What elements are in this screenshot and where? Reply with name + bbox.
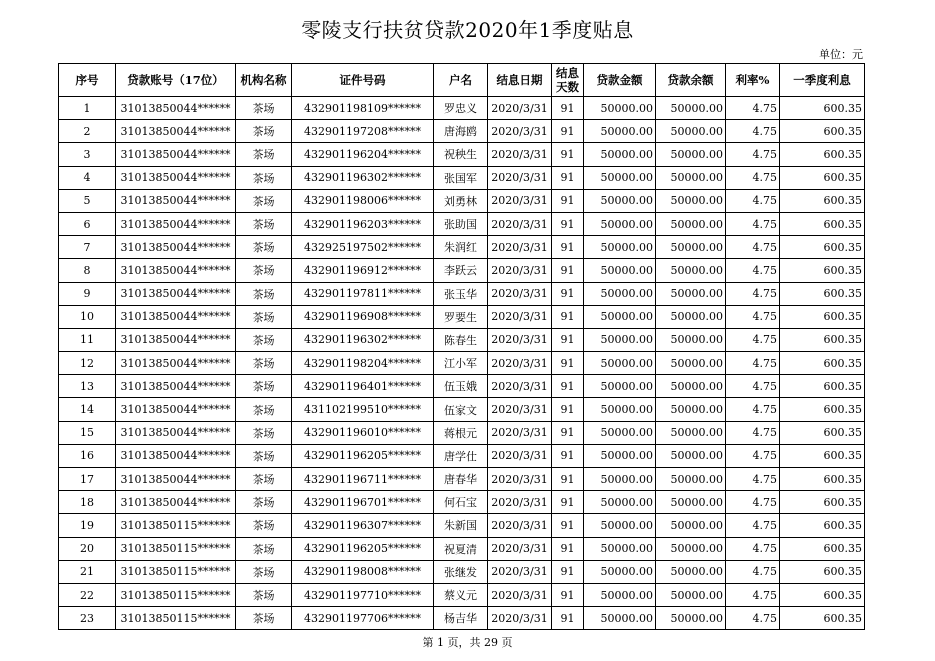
col-header-loan-amount: 贷款金额 [584, 64, 656, 97]
cell-index: 5 [59, 189, 116, 212]
cell-loan-balance: 50000.00 [656, 120, 726, 143]
cell-account: 31013850044****** [116, 143, 236, 166]
cell-account: 31013850044****** [116, 305, 236, 328]
cell-name: 蔡义元 [434, 583, 488, 606]
cell-id-number: 432901197710****** [292, 583, 434, 606]
cell-loan-balance: 50000.00 [656, 514, 726, 537]
cell-id-number: 432901196307****** [292, 514, 434, 537]
cell-q1-interest: 600.35 [780, 398, 865, 421]
cell-id-number: 432901198006****** [292, 189, 434, 212]
cell-settle-date: 2020/3/31 [488, 236, 552, 259]
cell-account: 31013850044****** [116, 259, 236, 282]
cell-loan-amount: 50000.00 [584, 259, 656, 282]
cell-settle-days: 91 [552, 236, 584, 259]
cell-settle-days: 91 [552, 120, 584, 143]
cell-rate: 4.75 [726, 352, 780, 375]
cell-name: 伍玉娥 [434, 375, 488, 398]
cell-settle-days: 91 [552, 607, 584, 630]
cell-branch: 茶场 [236, 491, 292, 514]
cell-index: 4 [59, 166, 116, 189]
cell-branch: 茶场 [236, 189, 292, 212]
table-row [59, 120, 865, 143]
cell-settle-days: 91 [552, 212, 584, 235]
table-row [59, 607, 865, 630]
cell-settle-date: 2020/3/31 [488, 259, 552, 282]
table-row [59, 212, 865, 235]
cell-branch: 茶场 [236, 537, 292, 560]
table-row [59, 305, 865, 328]
cell-loan-balance: 50000.00 [656, 166, 726, 189]
cell-loan-balance: 50000.00 [656, 583, 726, 606]
cell-settle-date: 2020/3/31 [488, 444, 552, 467]
cell-name: 何石宝 [434, 491, 488, 514]
cell-name: 张玉华 [434, 282, 488, 305]
cell-rate: 4.75 [726, 328, 780, 351]
cell-settle-date: 2020/3/31 [488, 189, 552, 212]
cell-loan-balance: 50000.00 [656, 143, 726, 166]
cell-account: 31013850115****** [116, 607, 236, 630]
cell-settle-days: 91 [552, 328, 584, 351]
cell-name: 罗忠义 [434, 97, 488, 120]
cell-loan-balance: 50000.00 [656, 282, 726, 305]
cell-account: 31013850044****** [116, 352, 236, 375]
cell-settle-days: 91 [552, 189, 584, 212]
cell-loan-amount: 50000.00 [584, 421, 656, 444]
cell-index: 20 [59, 537, 116, 560]
table-row [59, 259, 865, 282]
cell-rate: 4.75 [726, 305, 780, 328]
cell-id-number: 432901198109****** [292, 97, 434, 120]
table-row [59, 560, 865, 583]
cell-branch: 茶场 [236, 143, 292, 166]
cell-rate: 4.75 [726, 583, 780, 606]
cell-id-number: 432901196204****** [292, 143, 434, 166]
cell-settle-days: 91 [552, 305, 584, 328]
cell-settle-days: 91 [552, 398, 584, 421]
cell-name: 张继发 [434, 560, 488, 583]
cell-id-number: 432901196205****** [292, 537, 434, 560]
cell-account: 31013850115****** [116, 560, 236, 583]
cell-id-number: 432901197706****** [292, 607, 434, 630]
cell-name: 张国军 [434, 166, 488, 189]
cell-rate: 4.75 [726, 607, 780, 630]
cell-id-number: 432901196701****** [292, 491, 434, 514]
cell-rate: 4.75 [726, 375, 780, 398]
cell-rate: 4.75 [726, 491, 780, 514]
cell-q1-interest: 600.35 [780, 328, 865, 351]
cell-rate: 4.75 [726, 514, 780, 537]
cell-settle-date: 2020/3/31 [488, 398, 552, 421]
cell-name: 唐春华 [434, 468, 488, 491]
cell-loan-amount: 50000.00 [584, 537, 656, 560]
cell-loan-balance: 50000.00 [656, 444, 726, 467]
cell-id-number: 432901196203****** [292, 212, 434, 235]
cell-settle-days: 91 [552, 282, 584, 305]
cell-loan-amount: 50000.00 [584, 375, 656, 398]
cell-rate: 4.75 [726, 189, 780, 212]
cell-branch: 茶场 [236, 352, 292, 375]
cell-branch: 茶场 [236, 120, 292, 143]
cell-branch: 茶场 [236, 468, 292, 491]
cell-q1-interest: 600.35 [780, 305, 865, 328]
cell-loan-amount: 50000.00 [584, 166, 656, 189]
cell-settle-date: 2020/3/31 [488, 514, 552, 537]
cell-q1-interest: 600.35 [780, 514, 865, 537]
table-row [59, 375, 865, 398]
cell-loan-balance: 50000.00 [656, 97, 726, 120]
cell-id-number: 432901196302****** [292, 328, 434, 351]
cell-rate: 4.75 [726, 282, 780, 305]
cell-name: 唐学仕 [434, 444, 488, 467]
cell-index: 23 [59, 607, 116, 630]
cell-index: 21 [59, 560, 116, 583]
cell-loan-balance: 50000.00 [656, 212, 726, 235]
cell-name: 祝秧生 [434, 143, 488, 166]
cell-id-number: 432901196912****** [292, 259, 434, 282]
cell-account: 31013850115****** [116, 583, 236, 606]
cell-settle-days: 91 [552, 444, 584, 467]
cell-q1-interest: 600.35 [780, 375, 865, 398]
cell-settle-days: 91 [552, 560, 584, 583]
cell-branch: 茶场 [236, 607, 292, 630]
cell-loan-balance: 50000.00 [656, 421, 726, 444]
cell-branch: 茶场 [236, 444, 292, 467]
col-header-settle-date: 结息日期 [488, 64, 552, 97]
cell-settle-date: 2020/3/31 [488, 212, 552, 235]
cell-settle-date: 2020/3/31 [488, 352, 552, 375]
cell-settle-date: 2020/3/31 [488, 305, 552, 328]
cell-branch: 茶场 [236, 328, 292, 351]
table-row [59, 491, 865, 514]
cell-q1-interest: 600.35 [780, 236, 865, 259]
cell-loan-amount: 50000.00 [584, 282, 656, 305]
cell-account: 31013850115****** [116, 514, 236, 537]
cell-loan-amount: 50000.00 [584, 120, 656, 143]
cell-loan-amount: 50000.00 [584, 189, 656, 212]
table-row [59, 537, 865, 560]
cell-loan-amount: 50000.00 [584, 352, 656, 375]
cell-loan-amount: 50000.00 [584, 236, 656, 259]
cell-account: 31013850044****** [116, 236, 236, 259]
cell-index: 22 [59, 583, 116, 606]
col-header-index: 序号 [59, 64, 116, 97]
cell-account: 31013850044****** [116, 444, 236, 467]
cell-branch: 茶场 [236, 282, 292, 305]
cell-account: 31013850044****** [116, 120, 236, 143]
cell-rate: 4.75 [726, 537, 780, 560]
cell-account: 31013850044****** [116, 166, 236, 189]
col-header-rate: 利率% [726, 64, 780, 97]
cell-settle-days: 91 [552, 421, 584, 444]
cell-index: 7 [59, 236, 116, 259]
cell-q1-interest: 600.35 [780, 282, 865, 305]
cell-settle-date: 2020/3/31 [488, 421, 552, 444]
cell-branch: 茶场 [236, 166, 292, 189]
cell-name: 刘勇林 [434, 189, 488, 212]
cell-settle-days: 91 [552, 352, 584, 375]
cell-loan-amount: 50000.00 [584, 328, 656, 351]
cell-q1-interest: 600.35 [780, 97, 865, 120]
cell-index: 13 [59, 375, 116, 398]
cell-name: 唐海鸥 [434, 120, 488, 143]
cell-settle-date: 2020/3/31 [488, 583, 552, 606]
cell-id-number: 432901196908****** [292, 305, 434, 328]
cell-branch: 茶场 [236, 375, 292, 398]
cell-settle-date: 2020/3/31 [488, 97, 552, 120]
cell-index: 10 [59, 305, 116, 328]
cell-name: 陈春生 [434, 328, 488, 351]
cell-q1-interest: 600.35 [780, 560, 865, 583]
cell-loan-balance: 50000.00 [656, 328, 726, 351]
cell-id-number: 432901197811****** [292, 282, 434, 305]
cell-rate: 4.75 [726, 97, 780, 120]
cell-branch: 茶场 [236, 421, 292, 444]
cell-account: 31013850044****** [116, 212, 236, 235]
cell-branch: 茶场 [236, 583, 292, 606]
cell-loan-amount: 50000.00 [584, 444, 656, 467]
cell-index: 3 [59, 143, 116, 166]
cell-id-number: 432901198008****** [292, 560, 434, 583]
cell-q1-interest: 600.35 [780, 491, 865, 514]
cell-name: 祝夏清 [434, 537, 488, 560]
cell-account: 31013850115****** [116, 537, 236, 560]
cell-rate: 4.75 [726, 259, 780, 282]
cell-index: 17 [59, 468, 116, 491]
cell-rate: 4.75 [726, 120, 780, 143]
cell-loan-amount: 50000.00 [584, 398, 656, 421]
cell-account: 31013850044****** [116, 468, 236, 491]
cell-index: 12 [59, 352, 116, 375]
cell-q1-interest: 600.35 [780, 583, 865, 606]
cell-settle-days: 91 [552, 259, 584, 282]
cell-loan-balance: 50000.00 [656, 398, 726, 421]
col-header-account: 贷款账号（17位） [116, 64, 236, 97]
table-row [59, 352, 865, 375]
cell-settle-date: 2020/3/31 [488, 607, 552, 630]
cell-account: 31013850044****** [116, 375, 236, 398]
cell-loan-balance: 50000.00 [656, 607, 726, 630]
cell-index: 2 [59, 120, 116, 143]
cell-id-number: 432901196010****** [292, 421, 434, 444]
cell-id-number: 432901196401****** [292, 375, 434, 398]
cell-id-number: 432901196711****** [292, 468, 434, 491]
cell-index: 16 [59, 444, 116, 467]
table-row [59, 189, 865, 212]
cell-settle-days: 91 [552, 583, 584, 606]
cell-q1-interest: 600.35 [780, 444, 865, 467]
loan-table [58, 63, 865, 630]
cell-account: 31013850044****** [116, 97, 236, 120]
cell-q1-interest: 600.35 [780, 212, 865, 235]
cell-q1-interest: 600.35 [780, 143, 865, 166]
table-row [59, 166, 865, 189]
cell-index: 15 [59, 421, 116, 444]
col-header-id-number: 证件号码 [292, 64, 434, 97]
cell-account: 31013850044****** [116, 421, 236, 444]
cell-q1-interest: 600.35 [780, 607, 865, 630]
table-row [59, 444, 865, 467]
table-row [59, 421, 865, 444]
cell-settle-days: 91 [552, 97, 584, 120]
cell-loan-amount: 50000.00 [584, 97, 656, 120]
cell-index: 14 [59, 398, 116, 421]
table-row [59, 514, 865, 537]
cell-index: 11 [59, 328, 116, 351]
cell-settle-date: 2020/3/31 [488, 166, 552, 189]
cell-settle-date: 2020/3/31 [488, 537, 552, 560]
col-header-q1-interest: 一季度利息 [780, 64, 865, 97]
cell-index: 9 [59, 282, 116, 305]
col-header-branch: 机构名称 [236, 64, 292, 97]
cell-index: 19 [59, 514, 116, 537]
cell-name: 李跃云 [434, 259, 488, 282]
page-footer: 第 1 页，共 29 页 [422, 636, 513, 649]
col-header-name: 户名 [434, 64, 488, 97]
cell-settle-date: 2020/3/31 [488, 560, 552, 583]
unit-label: 单位：元 [819, 48, 863, 61]
cell-index: 18 [59, 491, 116, 514]
cell-loan-balance: 50000.00 [656, 537, 726, 560]
cell-account: 31013850044****** [116, 398, 236, 421]
table-row [59, 143, 865, 166]
table-row [59, 97, 865, 120]
cell-loan-balance: 50000.00 [656, 259, 726, 282]
cell-settle-date: 2020/3/31 [488, 491, 552, 514]
cell-rate: 4.75 [726, 398, 780, 421]
cell-branch: 茶场 [236, 560, 292, 583]
cell-settle-days: 91 [552, 514, 584, 537]
cell-q1-interest: 600.35 [780, 259, 865, 282]
cell-settle-date: 2020/3/31 [488, 375, 552, 398]
cell-settle-days: 91 [552, 468, 584, 491]
cell-loan-amount: 50000.00 [584, 468, 656, 491]
cell-index: 1 [59, 97, 116, 120]
cell-id-number: 432901197208****** [292, 120, 434, 143]
cell-name: 杨吉华 [434, 607, 488, 630]
cell-q1-interest: 600.35 [780, 468, 865, 491]
cell-id-number: 432925197502****** [292, 236, 434, 259]
cell-branch: 茶场 [236, 305, 292, 328]
cell-account: 31013850044****** [116, 328, 236, 351]
cell-q1-interest: 600.35 [780, 120, 865, 143]
cell-loan-amount: 50000.00 [584, 560, 656, 583]
cell-name: 蒋根元 [434, 421, 488, 444]
cell-settle-date: 2020/3/31 [488, 328, 552, 351]
cell-name: 罗要生 [434, 305, 488, 328]
cell-q1-interest: 600.35 [780, 189, 865, 212]
cell-rate: 4.75 [726, 143, 780, 166]
cell-branch: 茶场 [236, 259, 292, 282]
cell-settle-date: 2020/3/31 [488, 468, 552, 491]
table-row [59, 236, 865, 259]
cell-name: 朱润红 [434, 236, 488, 259]
cell-name: 江小军 [434, 352, 488, 375]
cell-loan-balance: 50000.00 [656, 468, 726, 491]
col-header-loan-balance: 贷款余额 [656, 64, 726, 97]
table-row [59, 328, 865, 351]
cell-branch: 茶场 [236, 236, 292, 259]
cell-rate: 4.75 [726, 236, 780, 259]
cell-loan-amount: 50000.00 [584, 583, 656, 606]
cell-settle-date: 2020/3/31 [488, 282, 552, 305]
cell-id-number: 432901196205****** [292, 444, 434, 467]
cell-rate: 4.75 [726, 212, 780, 235]
cell-loan-balance: 50000.00 [656, 491, 726, 514]
cell-loan-balance: 50000.00 [656, 305, 726, 328]
cell-account: 31013850044****** [116, 189, 236, 212]
cell-settle-days: 91 [552, 491, 584, 514]
col-header-settle-days: 结息天数 [552, 64, 584, 97]
cell-rate: 4.75 [726, 444, 780, 467]
cell-loan-amount: 50000.00 [584, 607, 656, 630]
cell-settle-date: 2020/3/31 [488, 143, 552, 166]
cell-q1-interest: 600.35 [780, 352, 865, 375]
page-title: 零陵支行扶贫贷款2020年1季度贴息 [301, 18, 634, 42]
cell-loan-balance: 50000.00 [656, 375, 726, 398]
table-row [59, 583, 865, 606]
cell-branch: 茶场 [236, 97, 292, 120]
cell-loan-balance: 50000.00 [656, 352, 726, 375]
cell-rate: 4.75 [726, 560, 780, 583]
cell-name: 朱新国 [434, 514, 488, 537]
table-header-row [59, 64, 865, 97]
cell-q1-interest: 600.35 [780, 166, 865, 189]
table-row [59, 282, 865, 305]
cell-settle-days: 91 [552, 166, 584, 189]
cell-account: 31013850044****** [116, 282, 236, 305]
cell-q1-interest: 600.35 [780, 537, 865, 560]
cell-loan-balance: 50000.00 [656, 189, 726, 212]
cell-settle-days: 91 [552, 375, 584, 398]
cell-branch: 茶场 [236, 212, 292, 235]
cell-settle-days: 91 [552, 143, 584, 166]
cell-branch: 茶场 [236, 398, 292, 421]
cell-index: 8 [59, 259, 116, 282]
cell-name: 张助国 [434, 212, 488, 235]
cell-settle-date: 2020/3/31 [488, 120, 552, 143]
cell-loan-amount: 50000.00 [584, 143, 656, 166]
cell-q1-interest: 600.35 [780, 421, 865, 444]
cell-account: 31013850044****** [116, 491, 236, 514]
table-row [59, 468, 865, 491]
cell-rate: 4.75 [726, 421, 780, 444]
cell-loan-balance: 50000.00 [656, 560, 726, 583]
cell-rate: 4.75 [726, 166, 780, 189]
cell-id-number: 432901198204****** [292, 352, 434, 375]
cell-id-number: 432901196302****** [292, 166, 434, 189]
cell-name: 伍家文 [434, 398, 488, 421]
cell-loan-amount: 50000.00 [584, 491, 656, 514]
cell-branch: 茶场 [236, 514, 292, 537]
cell-index: 6 [59, 212, 116, 235]
cell-id-number: 431102199510****** [292, 398, 434, 421]
cell-settle-days: 91 [552, 537, 584, 560]
cell-loan-amount: 50000.00 [584, 514, 656, 537]
cell-loan-balance: 50000.00 [656, 236, 726, 259]
table-row [59, 398, 865, 421]
cell-loan-amount: 50000.00 [584, 212, 656, 235]
cell-rate: 4.75 [726, 468, 780, 491]
cell-loan-amount: 50000.00 [584, 305, 656, 328]
